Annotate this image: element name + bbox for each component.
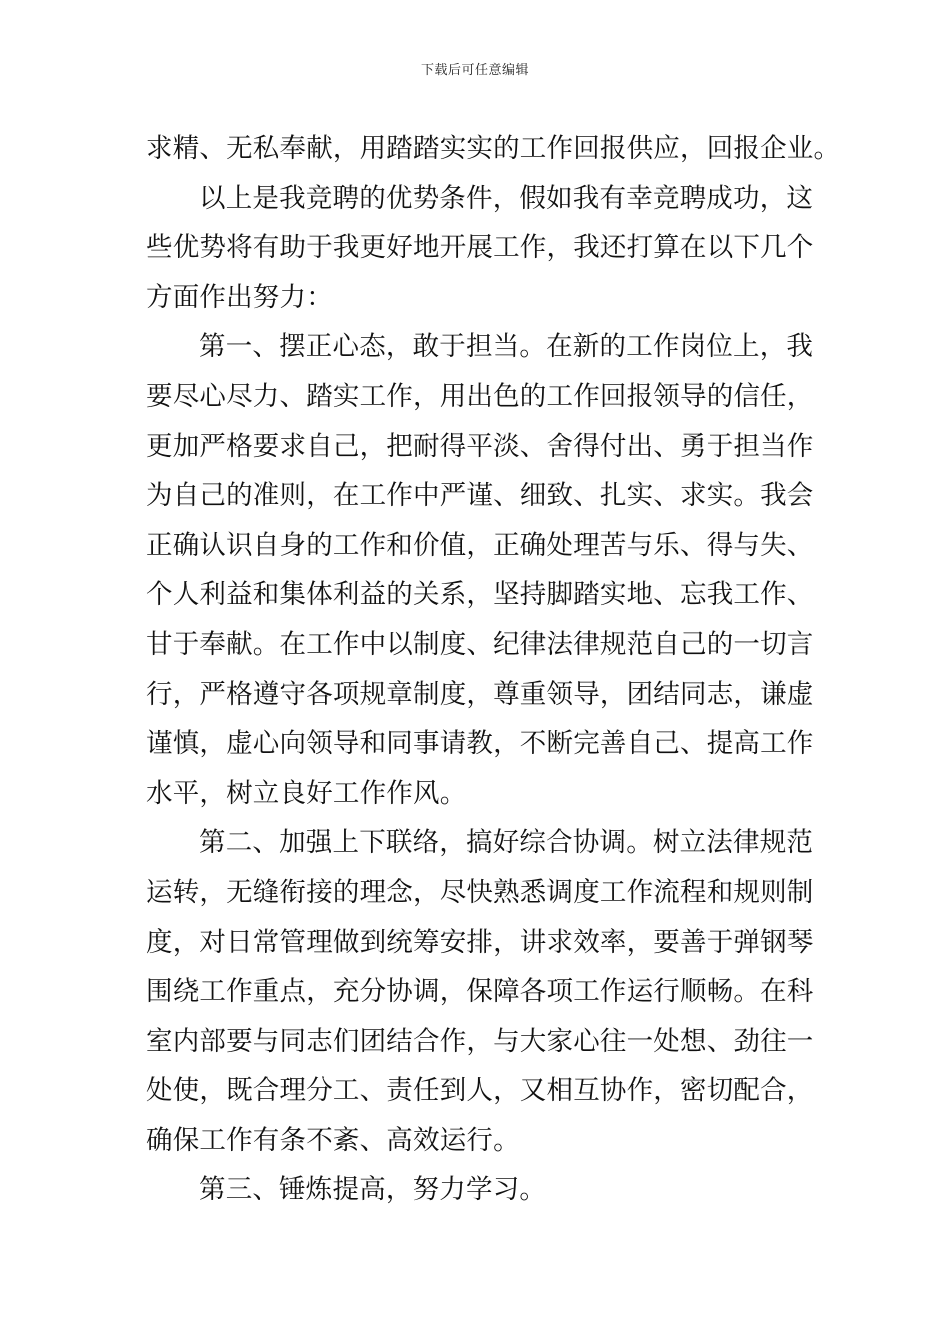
text-line: 运转，无缝衔接的理念，尽快熟悉调度工作流程和规则制 [146,876,814,908]
text-line: 谨慎，虚心向领导和同事请教，不断完善自己、提高工作 [146,728,814,760]
text-line: 水平，树立良好工作作风。 [146,777,467,809]
text-line: 要尽心尽力、踏实工作，用出色的工作回报领导的信任， [146,380,814,412]
text-line: 正确认识自身的工作和价值，正确处理苦与乐、得与失、 [146,529,814,561]
text-line: 甘于奉献。在工作中以制度、纪律法律规范自己的一切言 [146,628,814,660]
text-line: 以上是我竞聘的优势条件，假如我有幸竞聘成功，这 [199,182,814,214]
text-line: 度，对日常管理做到统筹安排，讲求效率，要善于弹钢琴 [146,926,814,958]
text-line: 为自己的准则，在工作中严谨、细致、扎实、求实。我会 [146,480,814,512]
text-line: 确保工作有条不紊、高效运行。 [146,1124,520,1156]
page-header: 下载后可任意编辑 [420,63,529,78]
text-line: 方面作出努力： [146,281,333,313]
text-line: 个人利益和集体利益的关系，坚持脚踏实地、忘我工作、 [146,579,814,611]
text-line: 第一、摆正心态，敢于担当。在新的工作岗位上，我 [199,331,814,363]
text-line: 室内部要与同志们团结合作，与大家心往一处想、劲往一 [146,1025,814,1057]
text-line: 处使，既合理分工、责任到人，又相互协作，密切配合， [146,1075,814,1107]
text-line: 围绕工作重点，充分协调，保障各项工作运行顺畅。在科 [146,976,814,1008]
text-line: 行，严格遵守各项规章制度，尊重领导，团结同志，谦虚 [146,678,814,710]
text-line: 第二、加强上下联络，搞好综合协调。树立法律规范 [199,827,814,859]
text-line: 求精、无私奉献，用踏踏实实的工作回报供应，回报企业。 [146,133,841,164]
text-line: 些优势将有助于我更好地开展工作，我还打算在以下几个 [146,232,814,264]
text-line: 第三、锤炼提高，努力学习。 [199,1174,547,1206]
text-line: 更加严格要求自己，把耐得平淡、舍得付出、勇于担当作 [146,430,814,462]
body-text [146,124,841,1215]
